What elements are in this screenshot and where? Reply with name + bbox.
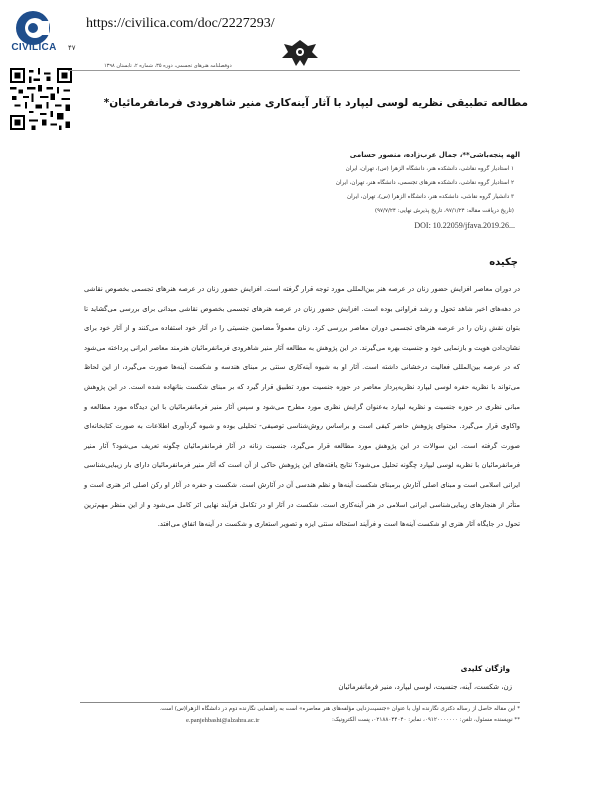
article-authors: الهه پنجه‌باشی**، جمال عرب‌زاده، منصور حسامی (349, 151, 520, 159)
header-divider (68, 70, 520, 71)
article-dates: (تاریخ دریافت مقاله: ۹۷/۱/۲۴، تاریخ پذیرش نهایی: ۹۷/۷/۲۴) (374, 208, 514, 214)
civilica-brand-label: CIVILICA (11, 42, 57, 53)
affiliation-3: ۳ دانشیار گروه نقاشی، دانشکده هنر، دانشگاه الزهرا (س)، تهران، ایران (347, 194, 514, 200)
abstract-text: در دوران معاصر افزایش حضور زنان در عرصه هنر بین‌المللی مورد توجه قرار گرفته است. افزایش حضور زنان در عرصه هنرهای تجسمی بخصوص نقاشی در دهه‌های اخیر شاهد تحول و رشد فراوانی بوده است. افزایش حضور زنان در عرصه هنرهای تجسمی بخصوص نقاشی میدانی برای بررسی می‌گشاید تا بتوان نقش زنان را در عرصه هنرهای تجسمی دوران معاصر بررسی کرد. زنان معمولاً مضامین جنسیتی را در آثار خود استفاده می‌کنند و از آثار خود برای نشان‌دادن هویت و بازنمایی خود و جنسیت بهره می‌گیرند. در این پژوهش به مطالعه آثار منیر شاهرودی فرمانفرمائیان هنرمند معاصر ایرانی پرداخته می‌شود که در عرصه بین‌المللی فعالیت درخشانی داشته است. آثار او به شیوه آینه‌کاری سنتی بر مبنای هندسه و شکست آینه‌ها صورت می‌گیرد، از این لحاظ می‌تواند با نظریه حفره لوسی لیپارد نظریه‌پرداز معاصر در حوزه جنسیت مورد تطبیق قرار گیرد که بر مبنای شکست بنانهاده شده است. در این پژوهش مبانی نظری در حوزه جنسیت و نظریه لیپارد به‌عنوان گرایش نظری مورد مطرح می‌شود و سپس آثار منیر فرمانفرمائیان با این دیدگاه مورد مطالعه و واکاوی قرار می‌گیرد. محتوای پژوهش حاضر کیفی است و براساس روش‌شناسی توصیفی- تحلیلی بوده و شیوه گردآوری اطلاعات به صورت کتابخانه‌ای صورت گرفته است. این سوالات در این پژوهش مورد مطالعه قرار می‌گیرد، جنسیت زنانه در آثار فرمانفرمائیان چگونه تعریف می‌شود؟ آثار منیر فرمانفرمائیان با نظریه لوسی لیپارد چگونه تحلیل می‌شود؟ نتایج یافته‌های این پژوهش حاکی از آن است که آثار منیر فرمانفرمائیان دارای بار زیبایی‌شناسی ایرانی اسلامی است و مبنای اصلی آثارش برمبنای شکست آینه‌ها و نظم هندسی آن در آثارش است. شکست و حفره در آثار او رکن اصلی اثر هنری است و متأثر از هنجارهای زیبایی‌شناسی ایرانی اسلامی در هنر آینه‌کاری است. شکست در آثار او در تکامل فرآیند نهایی اثر کامل می‌شود و از این منظر مهم‌ترین تحول در جایگاه آثار هنری او شکست آینه‌ها است و فرآیند استحاله سنتی ایزه و تصویر استعاری و شکست در آینه‌ها اتفاق می‌افتد. (84, 285, 520, 529)
page-number: ۴۷ (68, 44, 76, 52)
affiliation-2: ۲ استادیار گروه نقاشی، دانشکده هنرهای تجسمی، دانشگاه هنر، تهران، ایران (335, 180, 514, 186)
document-url[interactable]: https://civilica.com/doc/2227293/ (86, 16, 275, 31)
footnote-divider (80, 702, 520, 703)
footnote-2: ** نویسنده مسئول، تلفن: ۰۹۱۲۰۰۰۰۰۰۰، نمابر: ۰۲۱۸۸۰۴۴۰۴۰، پست الکترونیک: (332, 717, 520, 723)
footnote-1: * این مقاله حاصل از رساله دکتری نگارنده اول با عنوان «جنسیت‌زدایی مؤلفه‌های هنر معاصره» است به راهنمایی نگارنده دوم در دانشگاه الزهرا(س) است. (159, 706, 520, 712)
article-doi[interactable]: DOI: 10.22059/jfava.2019.26... (414, 221, 515, 230)
keywords-list: زن، شکست، آینه، جنسیت، لوسی لیپارد، منیر فرمانفرمائیان (338, 683, 512, 691)
keywords-heading: واژگان کلیدی (460, 664, 510, 673)
civilica-logo-icon (4, 6, 62, 64)
corresponding-email[interactable]: e.panjehbashi@alzahra.ac.ir (186, 717, 260, 724)
article-title: مطالعه تطبیقی نظریه لوسی لیپارد با آثار آینه‌کاری منیر شاهرودی فرمانفرمائیان* (103, 97, 528, 109)
qr-code-icon (10, 68, 72, 130)
abstract-heading: چکیده (489, 257, 518, 268)
affiliation-1: ۱ استادیار گروه نقاشی، دانشکده هنر، دانشگاه الزهرا (س)، تهران، ایران (345, 166, 514, 172)
running-head: دوفصلنامه هنرهای تجسمی، دوره ۳۵، شماره ۲، تابستان ۱۳۹۸ (104, 63, 232, 69)
